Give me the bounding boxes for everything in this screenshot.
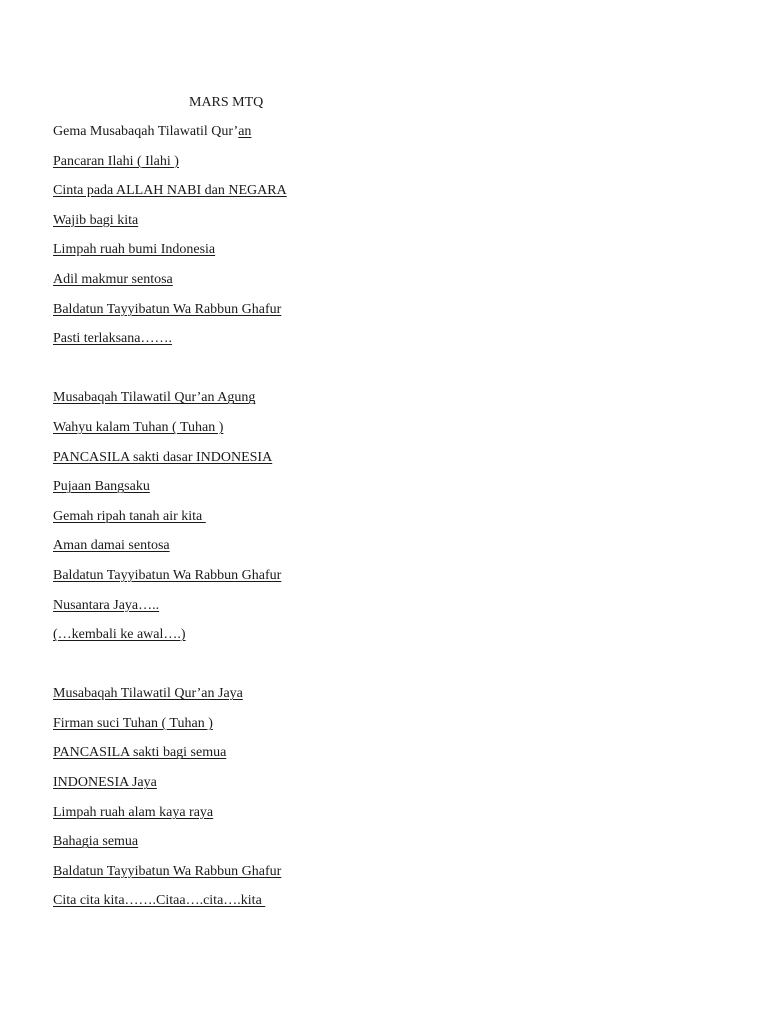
lyric-line xyxy=(53,626,287,656)
lyric-text-underlined: Baldatun Tayyibatun Wa Rabbun Ghafur xyxy=(53,863,282,879)
lyric-text-underlined: Aman damai sentosa xyxy=(53,538,170,554)
lyric-line xyxy=(53,301,287,331)
lyric-text-underlined: Wajib bagi kita xyxy=(53,212,139,228)
lyric-line xyxy=(53,567,287,597)
lyric-text-underlined: Gemah ripah tanah air kita xyxy=(53,508,206,524)
lyric-line xyxy=(53,478,287,508)
lyric-line xyxy=(53,892,287,922)
lyric-text-underlined: Musabaqah Tilawatil Qur’an Jaya xyxy=(53,686,243,702)
lyric-line xyxy=(53,508,287,538)
lyric-text-underlined: Wahyu kalam Tuhan ( Tuhan ) xyxy=(53,419,224,435)
lyric-line xyxy=(53,774,287,804)
lyric-line xyxy=(53,449,287,479)
lyric-line xyxy=(53,537,287,567)
lyric-line xyxy=(53,182,287,212)
lyric-text-underlined: (…kembali ke awal….) xyxy=(53,627,186,643)
lyric-line xyxy=(53,804,287,834)
lyric-text-underlined: PANCASILA sakti dasar INDONESIA xyxy=(53,449,273,465)
lyric-text-underlined: Cinta pada ALLAH NABI dan NEGARA xyxy=(53,183,287,199)
stanza-break xyxy=(53,656,287,686)
lyric-line xyxy=(53,389,287,419)
lyric-text-underlined: Pujaan Bangsaku xyxy=(53,479,150,495)
lyric-text-underlined: Adil makmur sentosa xyxy=(53,271,173,287)
lyric-line xyxy=(53,833,287,863)
lyric-line xyxy=(53,212,287,242)
lyric-text-underlined: Cita cita kita…….Citaa….cita….kita xyxy=(53,893,266,909)
lyric-line xyxy=(53,715,287,745)
lyric-text-underlined: Nusantara Jaya….. xyxy=(53,597,160,613)
lyric-line xyxy=(53,271,287,301)
lyric-text-underlined: INDONESIA Jaya xyxy=(53,775,157,791)
lyric-text-underlined: Baldatun Tayyibatun Wa Rabbun Ghafur xyxy=(53,301,282,317)
lyric-text-underlined: Musabaqah Tilawatil Qur’an Agung xyxy=(53,390,256,406)
song-title: MARS MTQ xyxy=(189,95,264,110)
lyric-line xyxy=(53,419,287,449)
lyric-text-underlined: Limpah ruah bumi Indonesia xyxy=(53,242,216,258)
lyric-line xyxy=(53,123,287,153)
lyrics-body xyxy=(53,123,287,922)
lyric-line xyxy=(53,153,287,183)
lyric-text-underlined: Baldatun Tayyibatun Wa Rabbun Ghafur xyxy=(53,567,282,583)
lyric-line xyxy=(53,744,287,774)
lyric-text-underlined: Firman suci Tuhan ( Tuhan ) xyxy=(53,715,213,731)
lyric-text-underlined: Pancaran Ilahi ( Ilahi ) xyxy=(53,153,179,169)
lyric-text-underlined: Limpah ruah alam kaya raya xyxy=(53,804,214,820)
lyric-line xyxy=(53,863,287,893)
lyric-text: Gema Musabaqah Tilawatil Qur’ xyxy=(53,124,239,139)
lyric-text-underlined: Pasti terlaksana……. xyxy=(53,331,172,347)
lyric-text-underlined: Bahagia semua xyxy=(53,834,139,850)
stanza-break xyxy=(53,360,287,390)
lyric-line xyxy=(53,330,287,360)
lyric-line xyxy=(53,597,287,627)
lyric-text-underlined: an xyxy=(238,124,252,139)
lyric-line xyxy=(53,685,287,715)
lyric-text-underlined: PANCASILA sakti bagi semua xyxy=(53,745,227,761)
lyric-line xyxy=(53,241,287,271)
